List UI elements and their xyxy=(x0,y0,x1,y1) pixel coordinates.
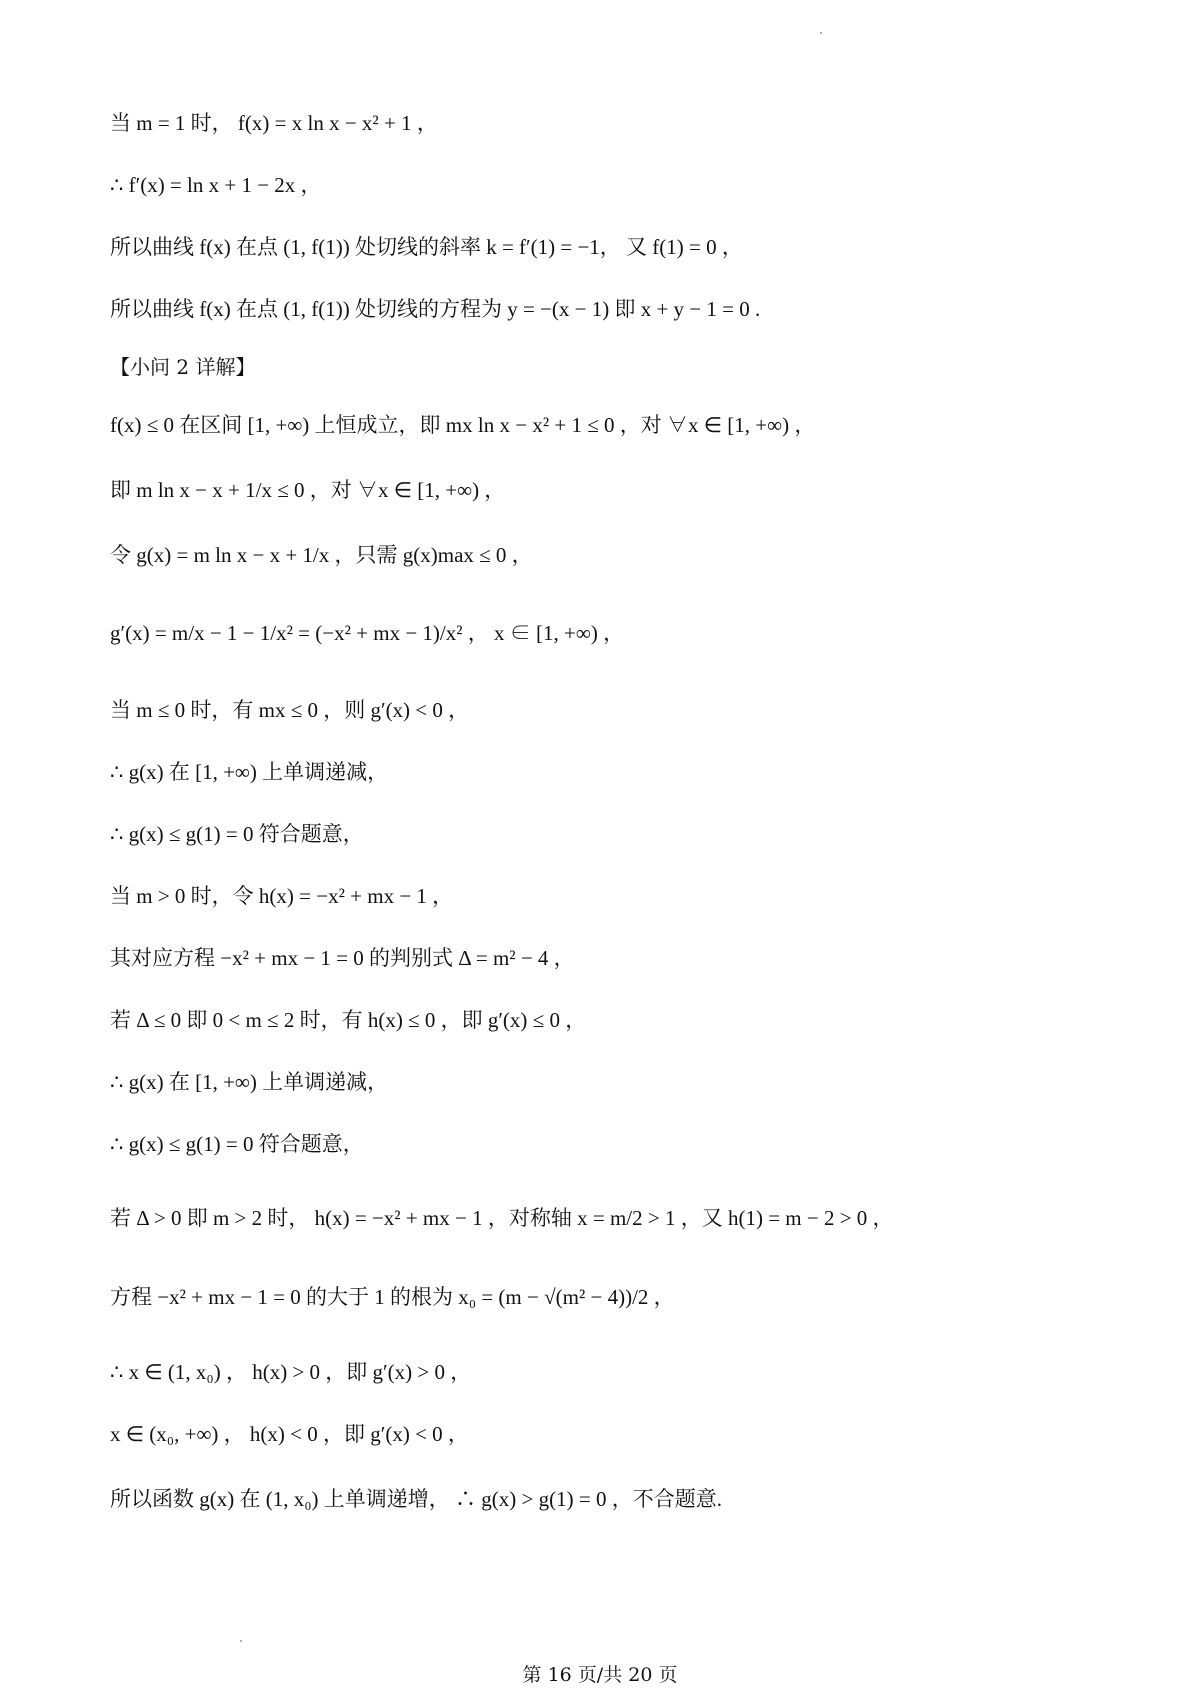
solution-line-2: ∴ f′(x) = ln x + 1 − 2x ， xyxy=(110,173,322,197)
solution-line-1: 当 m = 1 时， f(x) = x ln x − x² + 1 ， xyxy=(110,111,438,135)
solution-line-22: 所以函数 g(x) 在 (1, x₀) 上单调递增， ∴ g(x) > g(1) = 0 ，不合题意. xyxy=(110,1487,722,1511)
solution-line-15: 若 Δ ≤ 0 即 0 < m ≤ 2 时，有 h(x) ≤ 0 ，即 g′(x) ≤ 0 ， xyxy=(110,1008,587,1032)
solution-line-9: g′(x) = m/x − 1 − 1/x² = (−x² + mx − 1)/x² ， x ∈ [1, +∞) ， xyxy=(110,621,625,645)
solution-line-18: 若 Δ > 0 即 m > 2 时， h(x) = −x² + mx − 1 ，对称轴 x = m/2 > 1 ，又 h(1) = m − 2 > 0 ， xyxy=(110,1206,894,1230)
solution-line-17: ∴ g(x) ≤ g(1) = 0 符合题意， xyxy=(110,1132,364,1156)
solution-line-21: x ∈ (x₀, +∞) ， h(x) < 0 ，即 g′(x) < 0 ， xyxy=(110,1422,469,1446)
solution-line-16: ∴ g(x) 在 [1, +∞) 上单调递减， xyxy=(110,1070,389,1094)
solution-line-4: 所以曲线 f(x) 在点 (1, f(1)) 处切线的方程为 y = −(x − 1) 即 x + y − 1 = 0 . xyxy=(110,297,761,321)
solution-line-19: 方程 −x² + mx − 1 = 0 的大于 1 的根为 x₀ = (m − √(m² − 4))/2 ， xyxy=(110,1285,675,1309)
scan-speck xyxy=(240,1640,242,1642)
solution-line-7: 即 m ln x − x + 1/x ≤ 0 ，对 ∀x ∈ [1, +∞) ， xyxy=(110,478,506,502)
solution-line-3: 所以曲线 f(x) 在点 (1, f(1)) 处切线的斜率 k = f′(1) = −1， 又 f(1) = 0 ， xyxy=(110,235,743,259)
solution-line-11: ∴ g(x) 在 [1, +∞) 上单调递减， xyxy=(110,760,389,784)
solution-line-10: 当 m ≤ 0 时，有 mx ≤ 0 ，则 g′(x) < 0 ， xyxy=(110,698,470,722)
solution-line-6: f(x) ≤ 0 在区间 [1, +∞) 上恒成立，即 mx ln x − x² + 1 ≤ 0 ，对 ∀x ∈ [1, +∞) ， xyxy=(110,413,816,437)
solution-line-8: 令 g(x) = m ln x − x + 1/x ，只需 g(x)max ≤ 0 ， xyxy=(110,543,533,567)
scan-speck xyxy=(820,32,822,34)
solution-line-14: 其对应方程 −x² + mx − 1 = 0 的判别式 Δ = m² − 4 ， xyxy=(110,946,575,970)
page-footer: 第 16 页/共 20 页 xyxy=(522,1664,678,1686)
solution-line-20: ∴ x ∈ (1, x₀) ， h(x) > 0 ，即 g′(x) > 0 ， xyxy=(110,1360,472,1384)
solution-line-12: ∴ g(x) ≤ g(1) = 0 符合题意， xyxy=(110,822,364,846)
solution-line-13: 当 m > 0 时，令 h(x) = −x² + mx − 1 ， xyxy=(110,884,454,908)
section-heading: 【小问 2 详解】 xyxy=(110,355,256,379)
